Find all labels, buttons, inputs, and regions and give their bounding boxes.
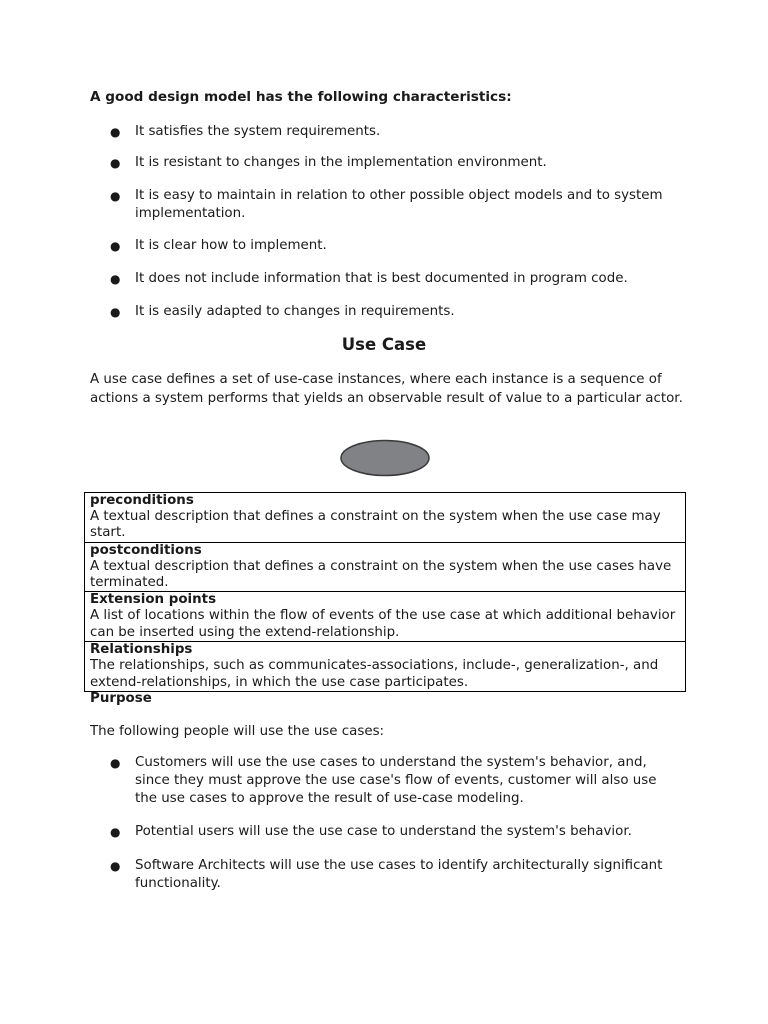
table-row [85, 642, 686, 692]
use-case-definition: A use case defines a set of use-case instances, where each instance is a sequence of actions a system performs that yields an observable result of value to a particular actor. [90, 372, 683, 406]
property-title: Extension points [90, 592, 217, 608]
table-row [85, 493, 686, 543]
bullet-icon: ● [110, 859, 121, 873]
list-item: ● It is easy to maintain in relation to other possible object models and to system implementation. [110, 188, 663, 221]
use-case-ellipse-icon [338, 438, 432, 478]
property-title: postconditions [90, 542, 202, 558]
purpose-heading: Purpose [90, 691, 152, 706]
list-item: ● It satisfies the system requirements. [110, 124, 381, 139]
bullet-icon: ● [110, 272, 121, 286]
property-title: preconditions [90, 493, 194, 508]
bullet-icon: ● [110, 189, 121, 203]
bullet-icon: ● [110, 305, 121, 319]
bullet-icon: ● [110, 239, 121, 253]
list-item: ● Customers will use the use cases to understand the system's behavior, and, since they must approve the use case's flow of events, customer will also use the use cases to approve the result of use-case modeling. [110, 755, 657, 806]
property-description: A textual description that defines a constraint on the system when the use case may start. [90, 509, 661, 541]
table-row [85, 542, 686, 592]
bullet-icon: ● [110, 156, 121, 170]
property-description: A list of locations within the flow of events of the use case at which additional behavior can be inserted using the extend-relationship. [90, 608, 676, 640]
use-case-ellipse-shape [338, 438, 432, 478]
list-item: ● It is clear how to implement. [110, 238, 327, 253]
use-case-title: Use Case [341, 335, 427, 354]
list-item: ● It is resistant to changes in the implementation environment. [110, 155, 547, 170]
list-item: ● It does not include information that is best documented in program code. [110, 271, 628, 286]
list-item: ● Software Architects will use the use cases to identify architecturally significant functionality. [110, 858, 663, 891]
purpose-intro: The following people will use the use cases: [90, 724, 385, 739]
property-title: Relationships [90, 642, 193, 658]
bullet-icon: ● [110, 756, 121, 770]
bullet-icon: ● [110, 125, 121, 139]
property-description: A textual description that defines a constraint on the system when the use cases have terminated. [90, 558, 672, 591]
property-description: The relationships, such as communicates-associations, include-, generalization-, and extend-relationships, in which the use case participates. [90, 658, 659, 690]
list-item: ● Potential users will use the use case to understand the system's behavior. [110, 824, 632, 839]
bullet-icon: ● [110, 825, 121, 839]
use-case-properties-table [84, 492, 686, 692]
characteristics-heading: A good design model has the following characteristics: [90, 89, 512, 105]
list-item: ● It is easily adapted to changes in requirements. [110, 304, 455, 319]
table-row [85, 592, 686, 642]
